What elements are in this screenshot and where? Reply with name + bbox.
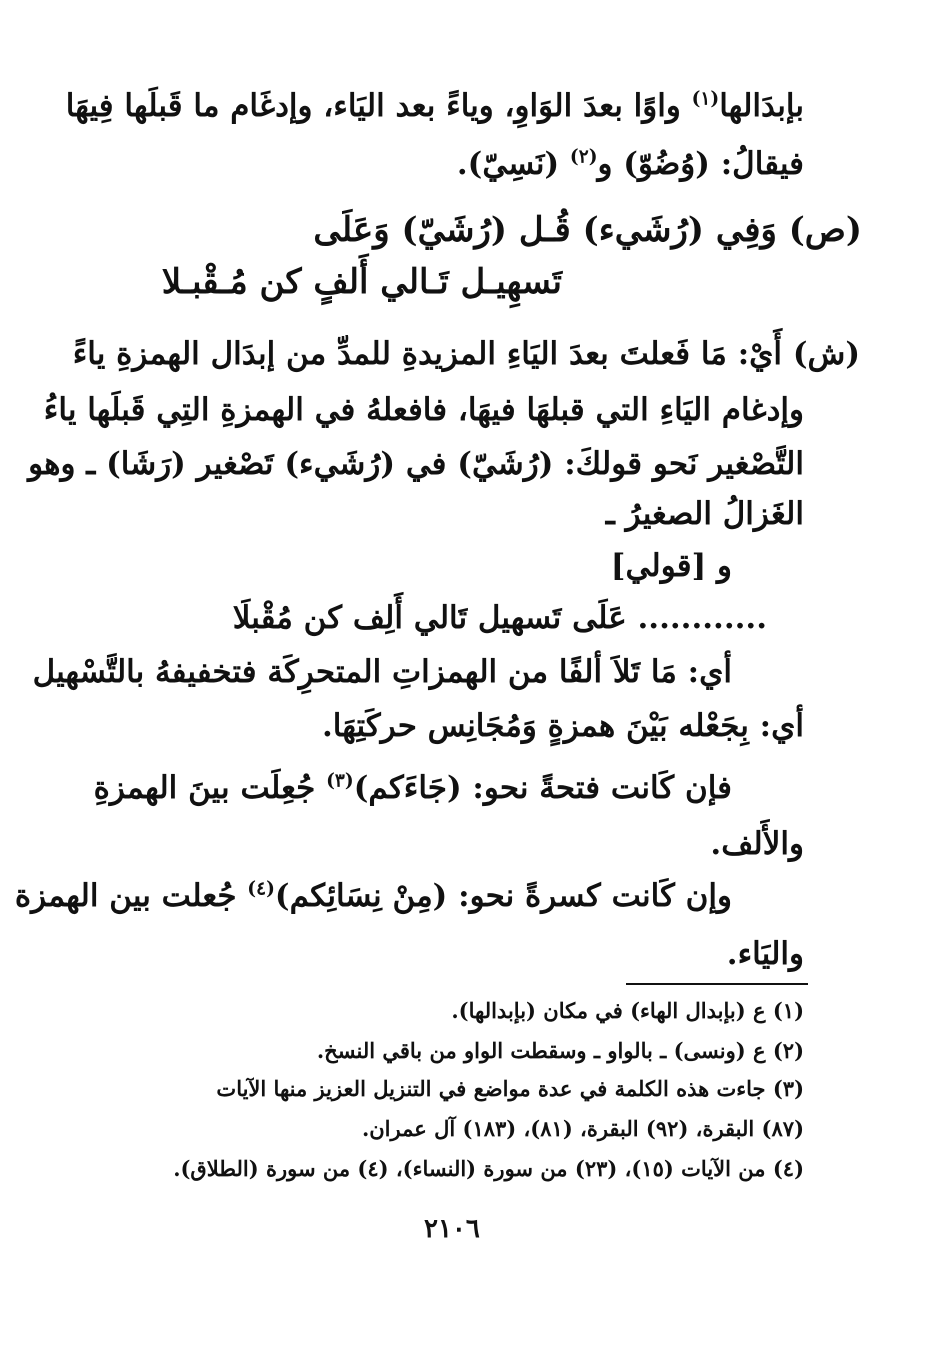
footnote-2 (317, 1038, 804, 1063)
text-line-9 (611, 548, 732, 584)
footnote-4-text: (٤) من الآيات (١٥)، (٢٣) من سورة (النساء)، (٤) من سورة (الطلاق). (173, 1156, 804, 1181)
footnote-1-text: (١) ع (بإبدال الهاء) في مكان (بإبدالها). (451, 998, 804, 1023)
footnote-3-text: (٣) جاءت هذه الكلمة في عدة مواضع في التنزيل العزيز منها الآيات (216, 1076, 804, 1101)
text-line-10 (233, 600, 767, 636)
line-15-text: وإن كَانت كسرةً نحو: (مِنْ نِسَائِكم)$^{(٤)}$ جُعلت بين الهمزة (14, 878, 732, 914)
verse-1-text: (ص) وَفِي (رُشَيء) قُـل (رُشَيّ) وَعَلَى (313, 210, 862, 250)
footnote-2-text: (٢) ع (ونسى) ـ بالواو ـ وسقطت الواو من باقي النسخ. (316, 1038, 804, 1063)
text-line-15 (15, 878, 732, 914)
line-11-text: أي: مَا تَلاَ ألفًا من الهمزاتِ المتحرِكَة فتخفيفهُ بالتَّسْهيل (32, 654, 732, 690)
text-line-7 (28, 446, 804, 482)
verse-2-text: تَسهِيـل تَـالي أَلفٍ كن مُـقْبـلا (161, 262, 562, 302)
line-2-text: فيقالُ: (وُضُوّ) و$^{(٢)}$ (نَسِيّ). (456, 146, 804, 182)
footnote-marker: (٤) (247, 878, 275, 900)
line-13-text: فإن كَانت فتحةً نحو: (جَاءَكم)$^{(٣)}$ جُعِلَت بينَ الهمزةِ (93, 770, 732, 806)
text-line-6 (44, 392, 804, 428)
text-line-2 (457, 146, 804, 182)
text-line-14 (710, 826, 804, 862)
footnote-3-continuation (362, 1116, 804, 1141)
footnote-separator (626, 983, 808, 985)
footnote-3b-text: (٨٧) البقرة، (٩٢) البقرة، (٨١)، (١٨٣) آل عمران. (361, 1116, 804, 1141)
line-6-text: وإدغام اليَاءِ التي قبلهَا فيهَا، فافعلهُ في الهمزةِ التِي قَبلَها ياءُ (43, 392, 804, 428)
text-line-8 (606, 496, 804, 532)
verse-line-2 (162, 262, 562, 302)
footnote-marker: (١) (691, 88, 720, 110)
footnote-marker: (٢) (569, 146, 598, 168)
text-line-1 (66, 88, 804, 124)
text-line-11 (33, 654, 732, 690)
line-5-text: (ش) أَيْ: مَا فَعلتَ بعدَ اليَاءِ المزيدةِ للمدِّ من إبدَال الهمزةِ ياءً (72, 336, 860, 372)
page-number (424, 1214, 480, 1244)
footnote-4 (173, 1156, 804, 1181)
footnote-marker: (٣) (326, 770, 354, 792)
line-16-text: واليَاء. (726, 936, 804, 972)
line-10-text: ............ عَلَى تَسهيل تَالي أَلِف كن مُقْبلَا (232, 600, 767, 636)
line-12-text: أي: بِجَعْله بَيْنَ همزةٍ وَمُجَانِس حركَتِهَا. (321, 708, 804, 744)
line-1-text: بإبدَالها$^{(١)}$ واوًا بعدَ الوَاوِ، وياءً بعد اليَاء، وإدغَام ما قَبلَها فِيهَا (65, 88, 804, 124)
line-14-text: والأَلف. (710, 826, 804, 862)
verse-line-1 (313, 210, 862, 250)
line-9-text: و [قولي] (610, 548, 732, 584)
footnote-1 (451, 998, 804, 1023)
line-8-text: الغَزالُ الصغيرُ ـ (605, 496, 804, 532)
text-line-13 (94, 770, 732, 806)
footnote-3 (216, 1076, 804, 1101)
page-number-text: ٢١٠٦ (424, 1214, 480, 1244)
text-line-16 (727, 936, 804, 972)
text-line-12 (322, 708, 804, 744)
line-7-text: التَّصْغير نَحو قولكَ: (رُشَيّ) في (رُشَيء) تَصْغير (رَشَا) ـ وهو (28, 446, 804, 482)
text-line-5 (73, 336, 860, 372)
